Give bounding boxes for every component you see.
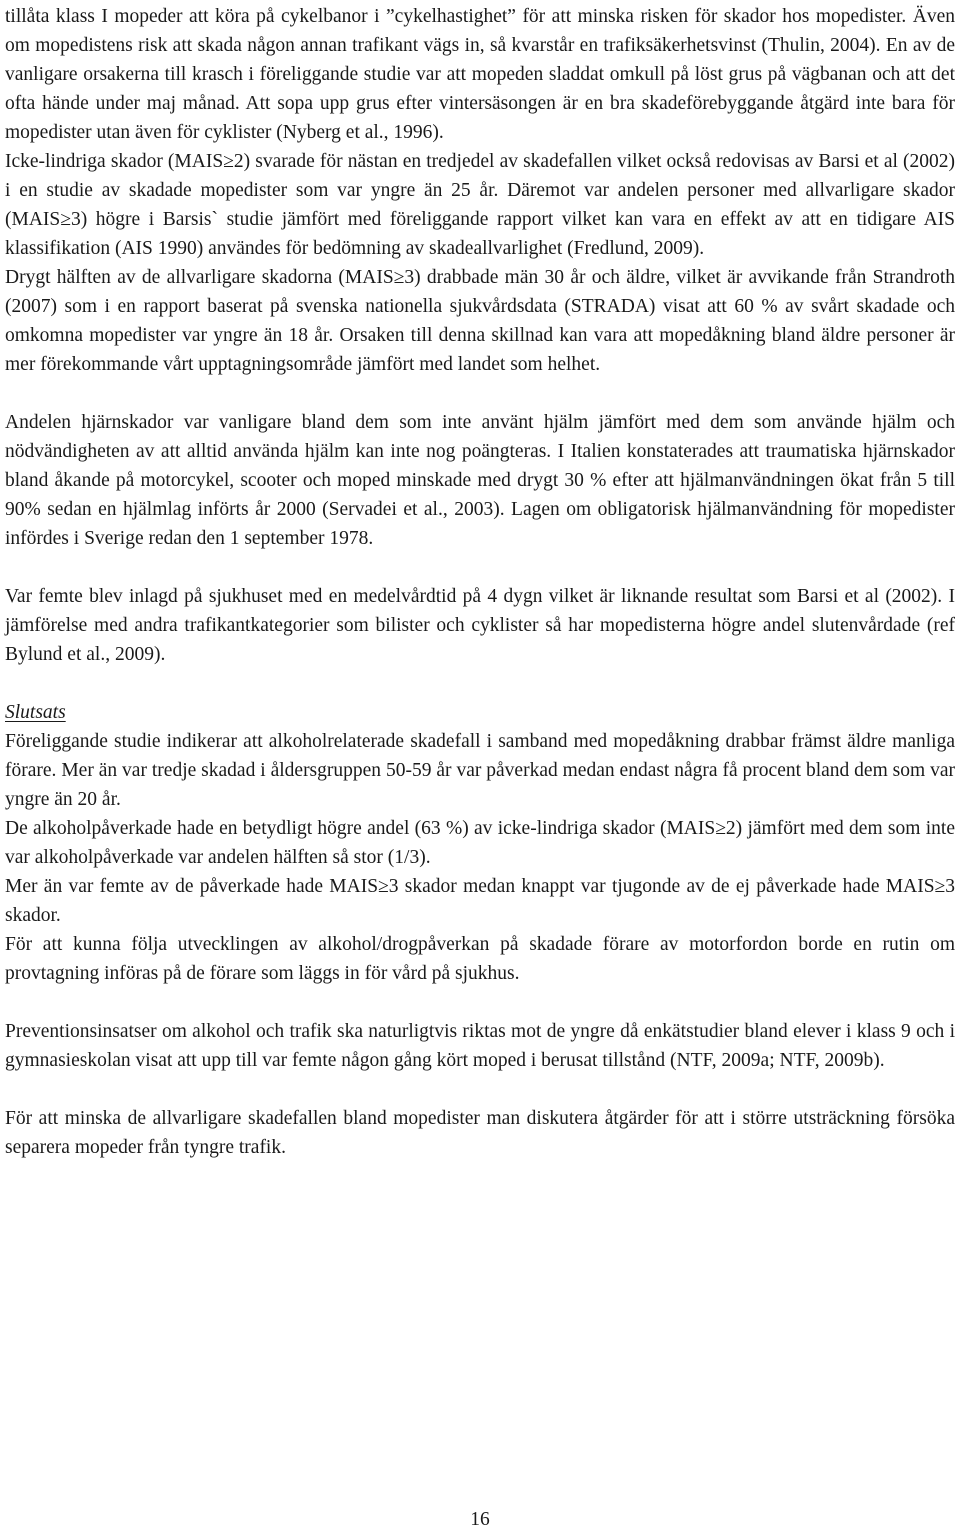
paragraph-injury-severity: Icke-lindriga skador (MAIS≥2) svarade för nästan en tredjedel av skadefallen vilket också redovisas av Barsi et al (2002) i en studie av skadade mopedister som var yngre än 25 år. Däremot var andelen personer med allvarligare skador (MAIS≥3) högre i Barsis` studie jämfört med föreliggande rapport vilket kan vara en effekt av att en tidigare AIS klassifikation (AIS 1990) användes för bedömning av skadeallvarlighet (Fredlund, 2009).: [5, 151, 955, 259]
paragraph-helmet-use: Andelen hjärnskador var vanligare bland dem som inte använt hjälm jämfört med dem som använde hjälm och nödvändigheten av att alltid använda hjälm kan inte nog poängteras. I Italien konstaterades att traumatiska hjärnskador bland åkande på motorcykel, scooter och moped minskade med drygt 30 % efter att hjälmanvändningen ökat från 5 till 90% sedan en hjälmlag införts år 2000 (Servadei et al., 2003). Lagen om obligatorisk hjälmanvändning för mopedister infördes i Sverige redan den 1 september 1978.: [5, 412, 955, 549]
paragraph-hospital-stay: Var femte blev inlagd på sjukhuset med en medelvårdtid på 4 dygn vilket är liknande resultat som Barsi et al (2002). I jämförelse med andra trafikantkategorier som bilister och cyklister så har mopedisterna högre andel slutenvårdade (ref Bylund et al., 2009).: [5, 586, 955, 665]
paragraph-conclusion-testing: För att kunna följa utvecklingen av alkohol/drogpåverkan på skadade förare av motorfordon borde en rutin om provtagning införas på de förare som läggs in för vård på sjukhus.: [5, 934, 955, 984]
paragraph-gravel-risk: tillåta klass I mopeder att köra på cykelbanor i ”cykelhastighet” för att minska risken för skador hos mopedister. Även om mopedistens risk att skada någon annan trafikant vägs in, så kvarstår en trafiksäkerhetsvinst (Thulin, 2004). En av de vanligare orsakerna till krasch i föreliggande studie var att mopeden sladdat omkull på löst grus på vägbanan och att det ofta hände under maj månad. Att sopa upp grus efter vintersäsongen är en bra skadeförebyggande åtgärd inte bara för mopedister utan även för cyklister (Nyberg et al., 1996).: [5, 6, 955, 143]
paragraph-separation: För att minska de allvarligare skadefallen bland mopedister man diskutera åtgärder för att i större utsträckning försöka separera mopeder från tyngre trafik.: [5, 1108, 955, 1158]
paragraph-spacer: [5, 379, 955, 408]
paragraph-spacer: [5, 1075, 955, 1104]
paragraph-prevention: Preventionsinsatser om alkohol och trafik ska naturligtvis riktas mot de yngre då enkätstudier bland elever i klass 9 och i gymnasieskolan visat att upp till var femte någon gång kört moped i berusat tillstånd (NTF, 2009a; NTF, 2009b).: [5, 1021, 955, 1071]
paragraph-conclusion-alcohol: Föreliggande studie indikerar att alkoholrelaterade skadefall i samband med mopedåkning drabbar främst äldre manliga förare. Mer än var tredje skadad i åldersgruppen 50-59 år var påverkad medan endast några få procent bland dem som var yngre än 20 år.: [5, 731, 955, 810]
section-heading-text: Slutsats: [5, 702, 66, 723]
paragraph-spacer: [5, 553, 955, 582]
paragraph-conclusion-mais3: Mer än var femte av de påverkade hade MAIS≥3 skador medan knappt var tjugonde av de ej påverkade hade MAIS≥3 skador.: [5, 876, 955, 926]
paragraph-spacer: [5, 669, 955, 698]
body-text: [5, 2, 955, 1162]
paragraph-age-comparison: Drygt hälften av de allvarligare skadorna (MAIS≥3) drabbade män 30 år och äldre, vilket är avvikande från Strandroth (2007) som i en rapport baserat på svenska nationella sjukvårdsdata (STRADA) visat att 60 % av svårt skadade och omkomna mopedister var yngre än 18 år. Orsaken till denna skillnad kan vara att mopedåkning bland äldre personer är mer förekommande vårt upptagningsområde jämfört med landet som helhet.: [5, 267, 955, 375]
paragraph-spacer: [5, 988, 955, 1017]
section-heading-conclusion: [5, 698, 955, 727]
paragraph-conclusion-mais2: De alkoholpåverkade hade en betydligt högre andel (63 %) av icke-lindriga skador (MAIS≥2) jämfört med dem som inte var alkoholpåverkade var andelen hälften så stor (1/3).: [5, 818, 955, 868]
page-number: 16: [470, 1509, 490, 1530]
